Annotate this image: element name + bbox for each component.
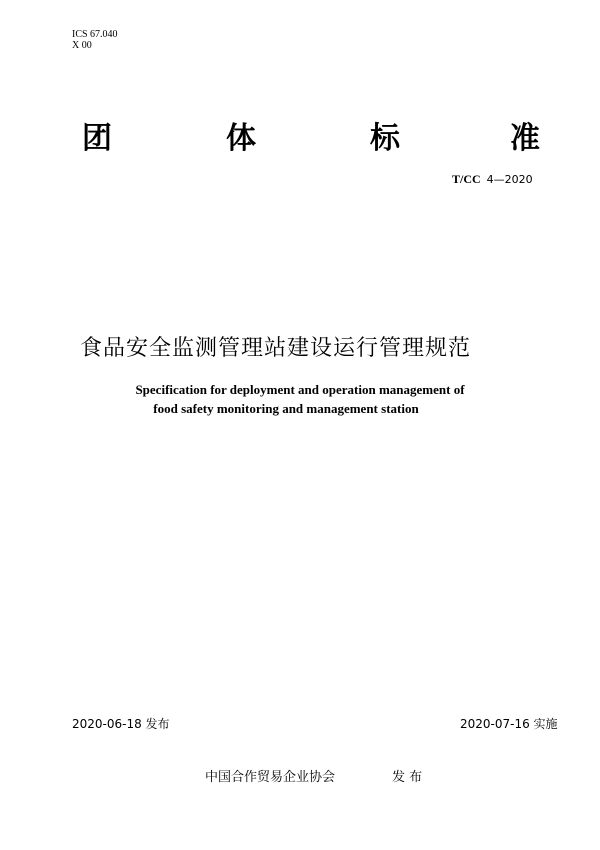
publisher: 中国合作贸易企业协会 <box>205 770 336 785</box>
standard-code <box>452 172 533 187</box>
ics-number: ICS 67.040 <box>72 29 118 40</box>
title-english-line1: Specification for deployment and operation management of <box>135 382 465 397</box>
issue-date: 2020-06-18 发布 <box>72 717 170 731</box>
publish-label: 发 布 <box>392 770 423 785</box>
heading-char: 准 <box>510 121 540 156</box>
title-chinese: 食品安全监测管理站建设运行管理规范 <box>80 336 472 361</box>
heading-char: 标 <box>370 121 400 156</box>
heading-char: 体 <box>226 121 256 156</box>
class-code: X 00 <box>72 40 92 51</box>
heading-char: 团 <box>82 121 112 156</box>
ics-code <box>72 29 118 51</box>
implement-date: 2020-07-16 实施 <box>460 717 558 731</box>
std-prefix: T/CC <box>452 172 481 186</box>
title-english-line2: food safety monitoring and management station <box>153 401 419 416</box>
std-number: 4—2020 <box>486 173 533 186</box>
